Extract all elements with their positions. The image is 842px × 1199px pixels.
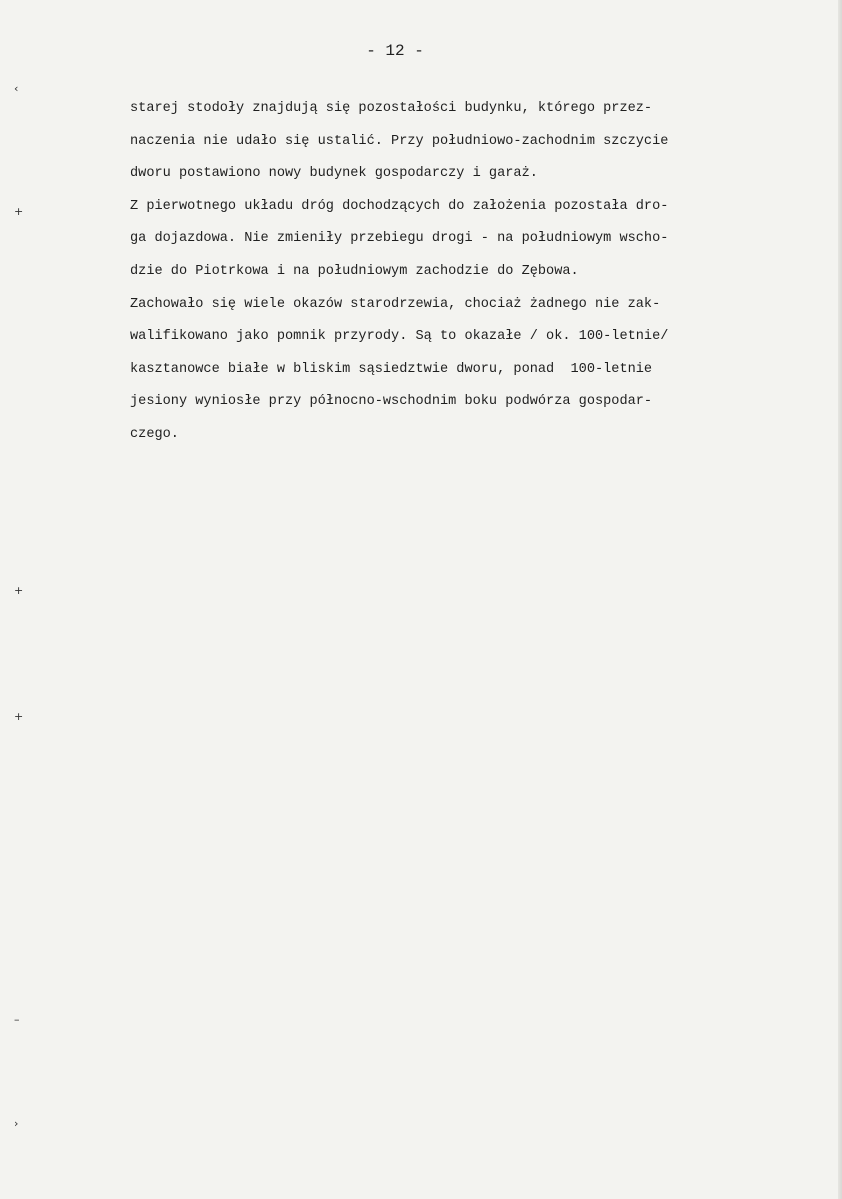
text-line: Zachowało się wiele okazów starodrzewia, chociaż żadnego nie zak- [130, 296, 661, 312]
binder-hole-mark: – [14, 1013, 20, 1026]
text-line: Z pierwotnego układu dróg dochodzących do założenia pozostała dro- [130, 198, 669, 214]
text-line: jesiony wyniosłe przy północno-wschodnim boku podwórza gospodar- [130, 394, 653, 410]
binder-hole-mark: › [14, 1117, 19, 1130]
binder-hole-mark: ‹ [14, 82, 19, 95]
text-line: dworu postawiono nowy budynek gospodarczy i garaż. [130, 166, 538, 182]
body-text [130, 93, 830, 452]
binder-hole-mark: + [14, 205, 24, 218]
text-line: dzie do Piotrkowa i na południowym zachodzie do Zębowa. [130, 263, 579, 279]
page-edge [838, 0, 842, 1199]
binder-hole-mark: + [14, 710, 24, 723]
text-line: naczenia nie udało się ustalić. Przy południowo-zachodnim szczycie [130, 133, 669, 149]
page-number: - 12 - [366, 42, 424, 60]
text-line: kasztanowce białe w bliskim sąsiedztwie dworu, ponad 100-letnie [130, 361, 653, 377]
binder-hole-mark: + [14, 584, 24, 597]
text-line: ga dojazdowa. Nie zmieniły przebiegu drogi - na południowym wscho- [130, 231, 669, 247]
text-line: walifikowano jako pomnik przyrody. Są to okazałe / ok. 100-letnie/ [130, 329, 669, 345]
text-line: czego. [130, 426, 179, 442]
text-line: starej stodoły znajdują się pozostałości budynku, którego przez- [130, 101, 653, 116]
